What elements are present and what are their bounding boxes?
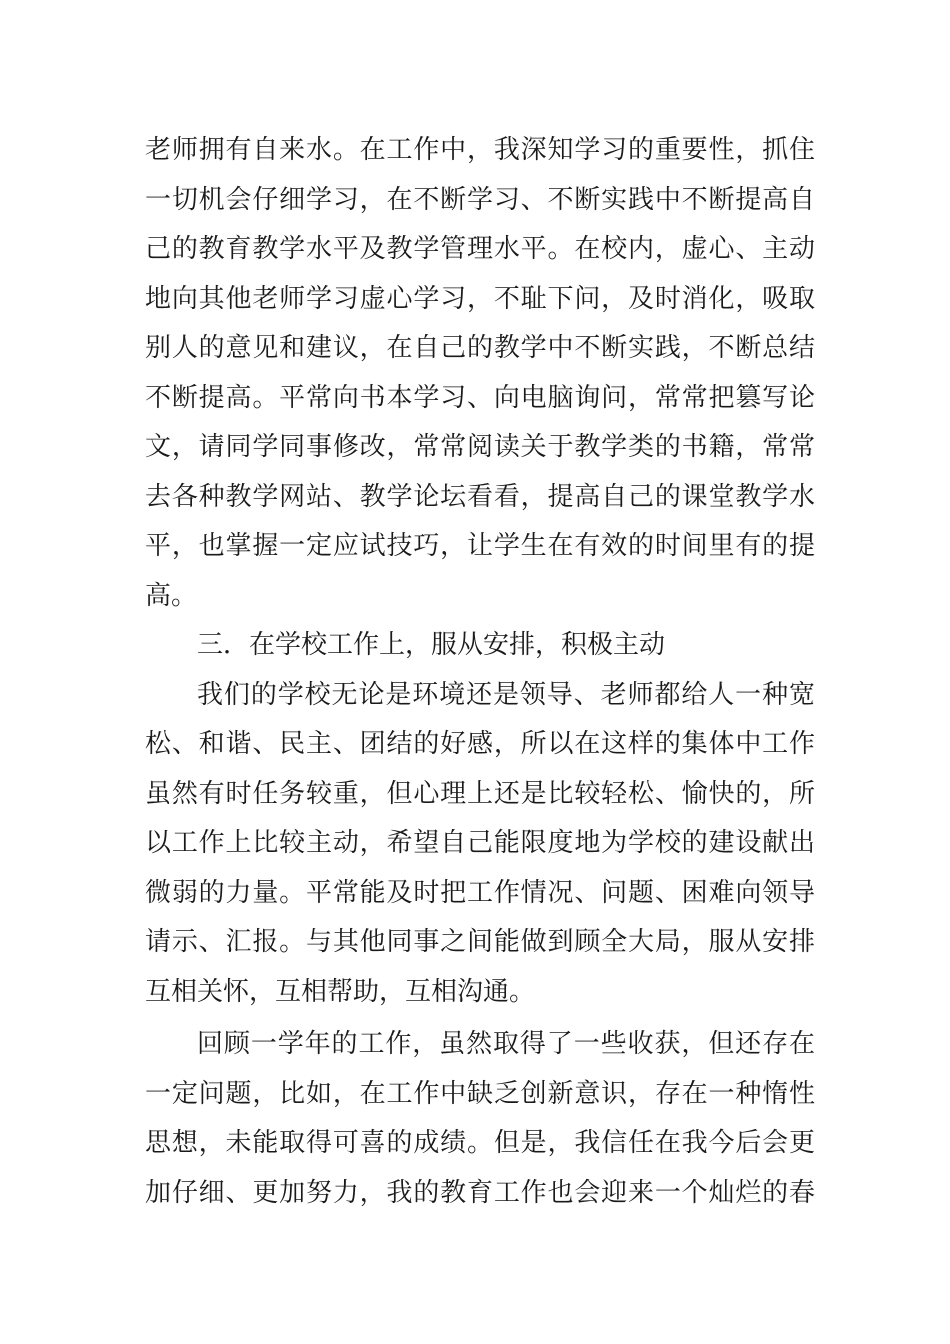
text-line: 微弱的力量。平常能及时把工作情况、问题、困难向领导 bbox=[145, 877, 815, 908]
text-line: 加仔细、更加努力，我的教育工作也会迎来一个灿烂的春 bbox=[145, 1177, 815, 1208]
text-line: 松、和谐、民主、团结的好感，所以在这样的集体中工作 bbox=[145, 729, 815, 759]
text-line: 以工作上比较主动，希望自己能限度地为学校的建设献出 bbox=[145, 828, 815, 858]
text-line: 互相关怀，互相帮助，互相沟通。 bbox=[145, 976, 536, 1007]
text-line: 文，请同学同事修改，常常阅读关于教学类的书籍，常常 bbox=[145, 432, 815, 462]
text-line: 请示、汇报。与其他同事之间能做到顾全大局，服从安排 bbox=[145, 927, 815, 957]
text-line: 一切机会仔细学习，在不断学习、不断实践中不断提高自 bbox=[145, 184, 815, 215]
text-line: 我们的学校无论是环境还是领导、老师都给人一种宽 bbox=[197, 679, 815, 710]
section-heading: 三．在学校工作上，服从安排，积极主动 bbox=[197, 630, 666, 660]
text-line: 别人的意见和建议，在自己的教学中不断实践，不断总结 bbox=[145, 333, 815, 363]
text-line: 地向其他老师学习虚心学习，不耻下问，及时消化，吸取 bbox=[145, 283, 815, 314]
text-line: 去各种教学网站、教学论坛看看，提高自己的课堂教学水 bbox=[145, 481, 815, 512]
text-line: 老师拥有自来水。在工作中，我深知学习的重要性，抓住 bbox=[145, 135, 815, 165]
body-text bbox=[145, 126, 815, 1218]
text-line: 思想，未能取得可喜的成绩。但是，我信任在我今后会更 bbox=[145, 1128, 815, 1158]
text-line: 一定问题，比如，在工作中缺乏创新意识，存在一种惰性 bbox=[145, 1078, 815, 1109]
text-line: 平，也掌握一定应试技巧，让学生在有效的时间里有的提 bbox=[145, 531, 815, 561]
text-line: 回顾一学年的工作，虽然取得了一些收获，但还存在 bbox=[197, 1029, 815, 1059]
text-line: 己的教育教学水平及教学管理水平。在校内，虚心、主动 bbox=[145, 234, 815, 264]
text-line: 高。 bbox=[145, 580, 198, 611]
text-line: 不断提高。平常向书本学习、向电脑询问，常常把篡写论 bbox=[145, 382, 815, 413]
text-line: 虽然有时任务较重，但心理上还是比较轻松、愉快的，所 bbox=[145, 778, 815, 809]
